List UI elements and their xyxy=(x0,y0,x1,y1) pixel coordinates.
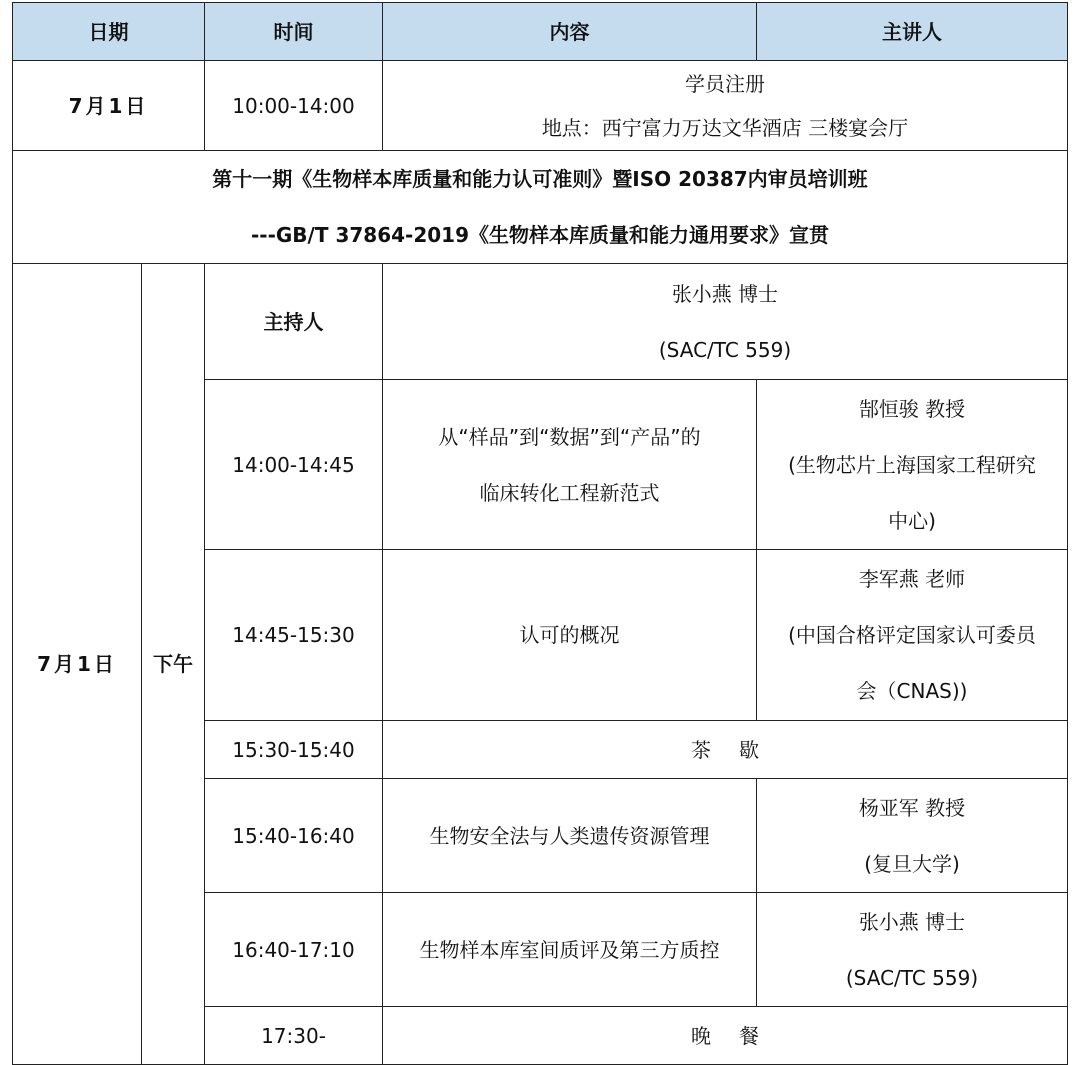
course-title: 第十一期《生物样本库质量和能力认可准则》暨ISO 20387内审员培训班 xyxy=(212,167,868,191)
speaker-name: 李军燕 老师 xyxy=(858,567,966,591)
header-date: 日期 xyxy=(13,3,205,61)
schedule-table xyxy=(12,2,1068,1065)
speaker-org: 会（CNAS)) xyxy=(856,679,968,703)
afternoon-date: 7月1日 xyxy=(13,264,142,1065)
session-speaker xyxy=(757,779,1068,893)
speaker-org: (SAC/TC 559) xyxy=(845,965,979,990)
session-content: 生物样本库室间质评及第三方质控 xyxy=(383,893,757,1007)
host-label: 主持人 xyxy=(205,264,383,380)
course-subtitle: ---GB/T 37864-2019《生物样本库质量和能力通用要求》宣贯 xyxy=(250,223,830,247)
course-banner xyxy=(13,151,1068,264)
tea-break: 茶歇 xyxy=(383,721,1068,779)
speaker-name: 杨亚军 教授 xyxy=(858,795,966,820)
header-time: 时间 xyxy=(205,3,383,61)
session-speaker xyxy=(757,550,1068,721)
session-speaker xyxy=(757,893,1068,1007)
session-content xyxy=(383,380,757,550)
registration-row xyxy=(13,61,1068,151)
speaker-name: 郜恒骏 教授 xyxy=(858,396,966,421)
host-org: (SAC/TC 559) xyxy=(658,337,792,362)
host-row xyxy=(13,264,1068,380)
registration-time: 10:00-14:00 xyxy=(205,61,383,151)
session-time: 16:40-17:10 xyxy=(205,893,383,1007)
session-time: 14:00-14:45 xyxy=(205,380,383,550)
dinner: 晚餐 xyxy=(383,1007,1068,1065)
speaker-org: 中心) xyxy=(888,508,936,533)
host-name: 张小燕 博士 xyxy=(671,281,779,306)
session-content: 认可的概况 xyxy=(383,550,757,721)
session-content: 生物安全法与人类遗传资源管理 xyxy=(383,779,757,893)
session-speaker xyxy=(757,380,1068,550)
header-row xyxy=(13,3,1068,61)
afternoon-period: 下午 xyxy=(142,264,205,1065)
host-cell xyxy=(383,264,1068,380)
speaker-org: (生物芯片上海国家工程研究 xyxy=(788,452,1036,477)
registration-title: 学员注册 xyxy=(685,71,765,96)
session-time: 15:40-16:40 xyxy=(205,779,383,893)
speaker-org: (中国合格评定国家认可委员 xyxy=(788,623,1036,647)
registration-date: 7月1日 xyxy=(13,61,205,151)
session-time: 14:45-15:30 xyxy=(205,550,383,721)
registration-location: 地点：西宁富力万达文华酒店 三楼宴会厅 xyxy=(541,115,909,140)
header-speaker: 主讲人 xyxy=(757,3,1068,61)
session-content-line: 临床转化工程新范式 xyxy=(479,480,660,505)
registration-content xyxy=(383,61,1068,151)
session-content-line: 从“样品”到“数据”到“产品”的 xyxy=(438,424,701,449)
header-content: 内容 xyxy=(383,3,757,61)
session-time: 15:30-15:40 xyxy=(205,721,383,779)
course-banner-row xyxy=(13,151,1068,264)
speaker-org: (复旦大学) xyxy=(864,851,960,876)
speaker-name: 张小燕 博士 xyxy=(858,909,966,934)
session-time: 17:30- xyxy=(205,1007,383,1065)
